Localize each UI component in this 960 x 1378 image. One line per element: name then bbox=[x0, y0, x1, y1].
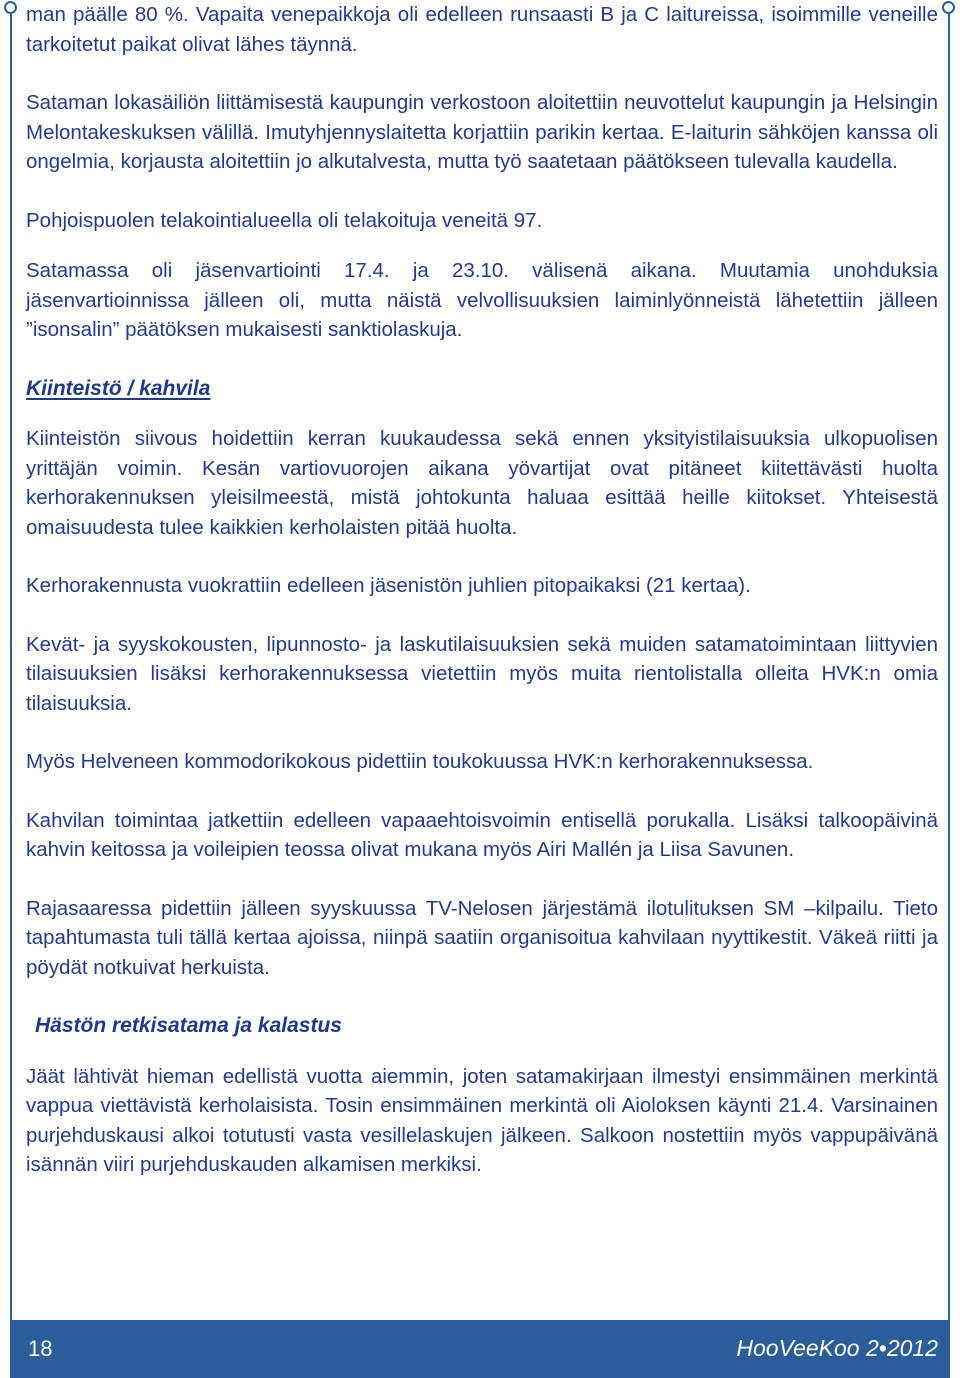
section-heading-kiinteisto: Kiinteistö / kahvila bbox=[26, 376, 211, 400]
paragraph-7: Kevät- ja syyskokousten, lipunnosto- ja laskutilaisuuksien sekä muiden satamatoimintaan liittyvien tilaisuuksien lisäksi kerhorakennuksessa vietettiin myös muita rientolistalla olleita HVK:n omia tilaisuuksia. bbox=[26, 632, 938, 715]
left-border-line bbox=[10, 14, 12, 1320]
article-body bbox=[26, 0, 938, 1180]
journal-title: HooVeeKoo 2•2012 bbox=[736, 1335, 938, 1361]
paragraph-3: Pohjoispuolen telakointialueella oli telakoituja veneitä 97. bbox=[26, 208, 543, 232]
paragraph-4: Satamassa oli jäsenvartiointi 17.4. ja 23.10. välisenä aikana. Muutamia unohduksia jäsenvartioinnissa jälleen oli, mutta näistä velvollisuuksien laiminlyönneistä lähetettiin jälleen ”isonsalin” päätöksen mukaisesti sanktiolaskuja. bbox=[26, 259, 938, 341]
binder-ring-left-icon bbox=[4, 1, 17, 14]
paragraph-11: Jäät lähtivät hieman edellistä vuotta aiemmin, joten satamakirjaan ilmestyi ensimmäinen merkintä vappua viettävistä kerholaisista. Tosin ensimmäinen merkintä oli Aioloksen käynti 21.4. Varsinainen purjehduskausi alkoi totutusti vasta vesillelaskujen jälkeen. Salkoon nostettiin myös vappupäivänä isännän viiri purjehduskauden alkamisen merkiksi. bbox=[26, 1064, 938, 1176]
paragraph-2: Sataman lokasäiliön liittämisestä kaupungin verkostoon aloitettiin neuvottelut kaupungin ja Helsingin Melontakeskuksen välillä. Imutyhjennyslaitetta korjattiin parikin kertaa. E-laiturin sähköjen kanssa oli ongelmia, korjausta aloitettiin jo alkutalvesta, mutta työ saatetaan päätökseen tulevalla kaudella. bbox=[26, 91, 938, 173]
right-border-line bbox=[948, 14, 950, 1320]
binder-ring-right-icon bbox=[942, 1, 955, 14]
paragraph-1: man päälle 80 %. Vapaita venepaikkoja oli edelleen runsaasti B ja C laitureissa, isoimmille veneille tarkoitetut paikat olivat lähes täynnä. bbox=[26, 3, 938, 56]
page-footer bbox=[10, 1320, 950, 1378]
paragraph-9: Kahvilan toimintaa jatkettiin edelleen vapaaehtoisvoimin entisellä porukalla. Lisäksi talkoopäivinä kahvin keitossa ja voileipien teossa olivat mukana myös Airi Mallén ja Liisa Savunen. bbox=[26, 808, 938, 861]
paragraph-10: Rajasaaressa pidettiin jälleen syyskuussa TV-Nelosen järjestämä ilotulituksen SM –kilpailu. Tieto tapahtumasta tuli tällä kertaa ajoissa, niinpä saatiin organisoitua kahvilaan nyyttikestit. Väkeä riitti ja pöydät notkuivat herkuista. bbox=[26, 896, 938, 979]
page-number: 18 bbox=[28, 1336, 53, 1361]
paragraph-5: Kiinteistön siivous hoidettiin kerran kuukaudessa sekä ennen yksityistilaisuuksia ulkopuolisen yrittäjän voimin. Kesän vartiovuorojen aikana yövartijat ovat pitäneet kiitettävästi huolta kerhorakennuksen yleisilmeestä, mistä johtokunta haluaa esittää heille kiitokset. Yhteisestä omaisuudesta tulee kaikkien kerholaisten pitää huolta. bbox=[26, 427, 938, 539]
paragraph-6: Kerhorakennusta vuokrattiin edelleen jäsenistön juhlien pitopaikaksi (21 kertaa). bbox=[26, 574, 751, 597]
paragraph-8: Myös Helveneen kommodorikokous pidettiin toukokuussa HVK:n kerhorakennuksessa. bbox=[26, 750, 814, 773]
section-heading-hasto: Hästön retkisatama ja kalastus bbox=[35, 1014, 342, 1037]
